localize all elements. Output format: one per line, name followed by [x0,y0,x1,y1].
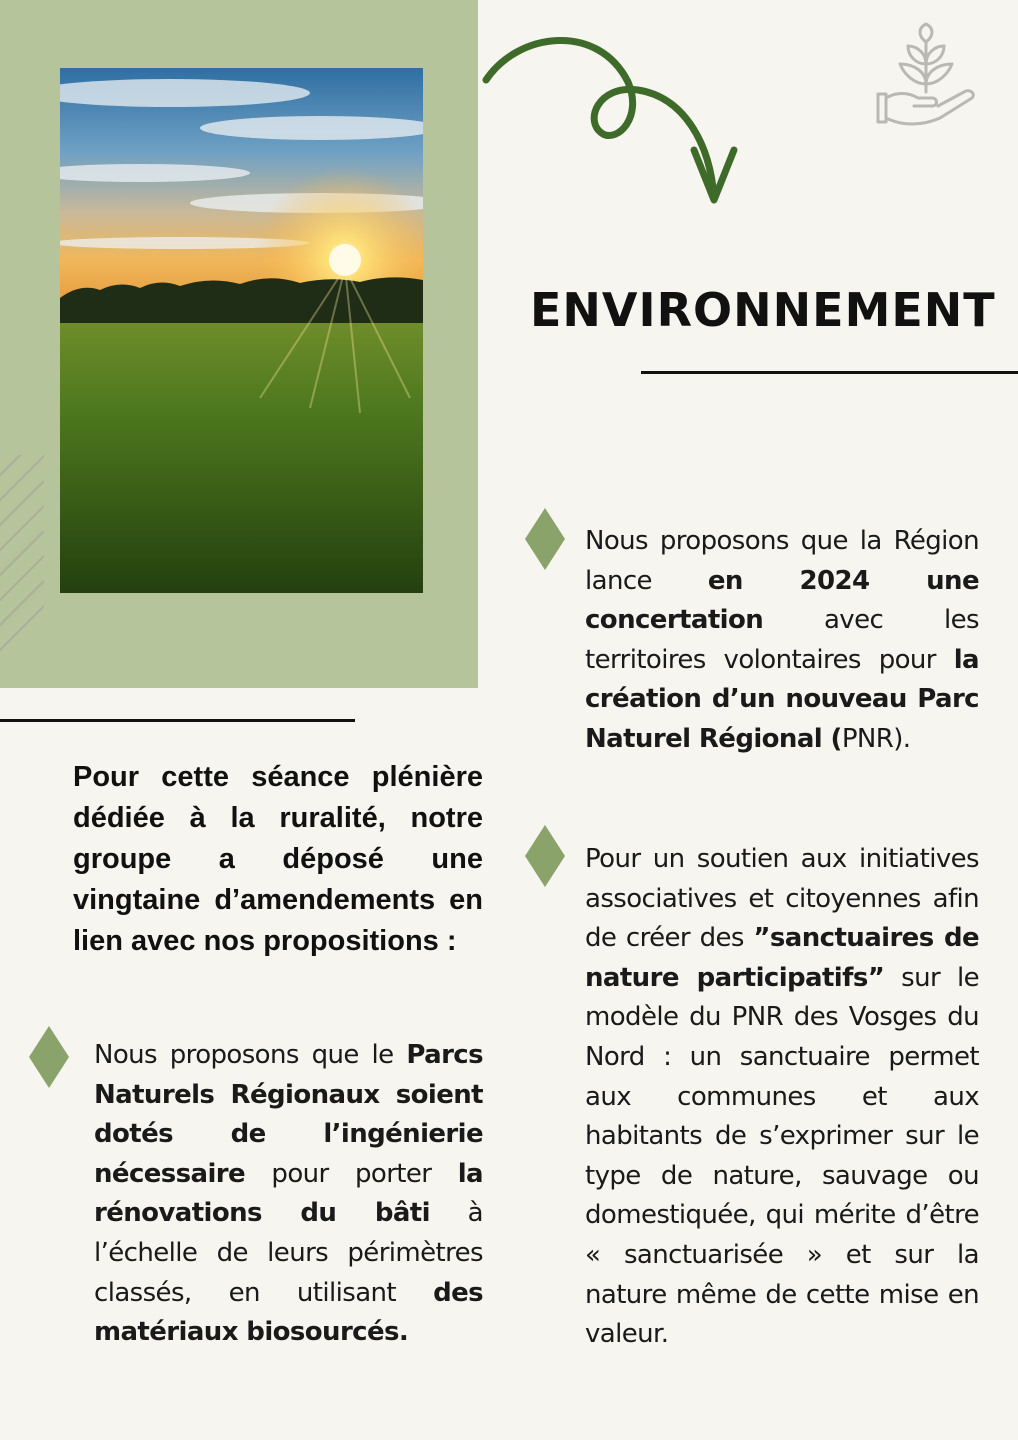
bullet-text-segment: Pour un soutien aux initiatives associatives et citoyennes afin de créer des [585,844,979,954]
diamond-bullet-icon [525,508,565,570]
bullet-text-segment: PNR). [841,723,911,754]
bullet-bold-text: la rénovations du bâti [94,1158,483,1229]
curly-arrow-icon [478,22,748,212]
bullet-bold-text: ”sanctuaires de nature participatifs” [585,923,980,993]
bullet-text-segment: Nous proposons que le [94,1040,407,1070]
sunset-field-photo [60,68,423,593]
page-title: ENVIRONNEMENT [530,283,996,337]
diamond-bullet-icon [29,1026,69,1088]
bullet-text-pnr-engineering [94,1036,483,1353]
hatch-decoration [0,455,44,655]
bullet-text-nature-sanctuaries [585,840,979,1355]
bullet-bold-text: des matériaux biosourcés. [94,1277,483,1348]
diamond-bullet-icon [525,825,565,887]
bullet-bold-text: la création d’un nouveau Parc Naturel Régional ( [585,644,979,754]
bullet-text-segment: pour porter [245,1158,458,1189]
bullet-bold-text: en 2024 une concertation [585,565,979,636]
bullet-bold-text: Parcs Naturels Régionaux soient dotés de l’ingénierie nécessaire [94,1040,483,1189]
bullet-text-segment: à l’échelle de leurs périmètres classés, en utilisant [94,1198,483,1308]
bullet-text-segment: avec les territoires volontaires pour [585,605,979,675]
bullet-text-segment: sur le modèle du PNR des Vosges du Nord : un sanctuaire permet aux communes et aux habitants de s’exprimer sur le type de nature, sauvage ou domestiquée, qui mérite d’être « sanctuarisée » et sur la nature même de cette mise en valeur. [585,962,980,1350]
bullet-text-pnr-creation [585,522,979,760]
bullet-text-segment: Nous proposons que la Région lance [585,526,979,596]
section-divider [0,719,355,722]
plant-hand-icon [872,22,980,130]
intro-paragraph: Pour cette séance plénière dédiée à la ruralité, notre groupe a déposé une vingtaine d’amendements en lien avec nos propositions : [73,761,483,957]
title-underline [641,371,1018,374]
